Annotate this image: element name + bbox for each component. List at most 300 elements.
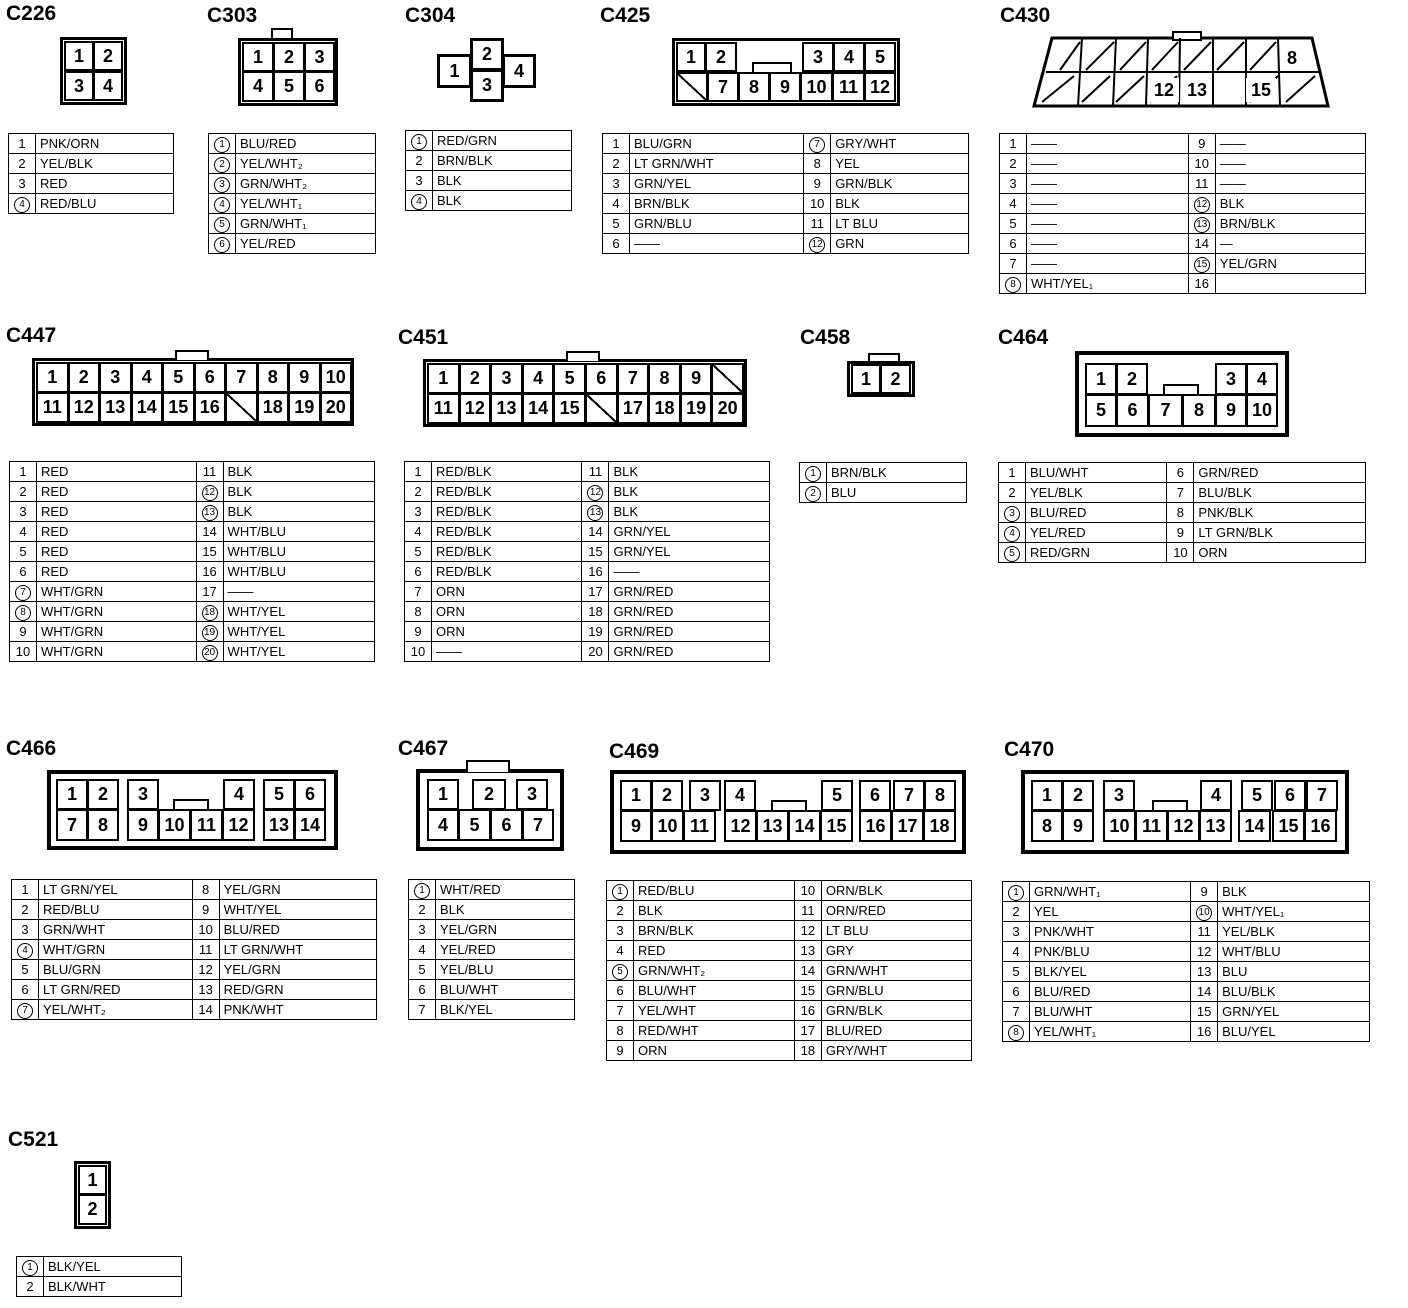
- table-row: [17, 1257, 182, 1277]
- wire-color: LT GRN/RED: [39, 980, 193, 1000]
- pin: 13: [756, 810, 789, 842]
- pin-number: 4: [1012, 943, 1020, 959]
- table-row: [12, 900, 377, 920]
- table-row: [406, 131, 572, 151]
- pin: 13: [1182, 78, 1212, 102]
- pin: 8: [1182, 394, 1216, 427]
- pin: 6: [294, 779, 326, 810]
- wire-color: BLU/WHT: [436, 980, 575, 1000]
- pin-number: 12: [1196, 943, 1212, 959]
- pin-number: 14: [588, 523, 603, 539]
- wire-color: BRN/BLK: [634, 921, 795, 941]
- table-row: [12, 920, 377, 940]
- connector-title: C521: [8, 1128, 59, 1151]
- table-row: [607, 1021, 972, 1041]
- pin-number: 1: [1008, 885, 1024, 901]
- pin: 17: [891, 810, 924, 842]
- wire-color: BLK: [1218, 882, 1370, 902]
- wire-color: BLK: [433, 191, 572, 211]
- pin: 16: [859, 810, 892, 842]
- pin-number: 20: [202, 645, 218, 661]
- pin: 2: [651, 780, 683, 811]
- pin: 1: [620, 780, 652, 811]
- table-row: [12, 1000, 377, 1020]
- pin-number: 1: [1009, 135, 1017, 151]
- wire-color: PNK/BLK: [1194, 503, 1366, 523]
- pin-number: 6: [414, 563, 422, 579]
- pin-number: 7: [1012, 1003, 1020, 1019]
- pin-table: [606, 880, 972, 1061]
- wire-color: BLU/WHT: [634, 981, 795, 1001]
- pin-table: [408, 879, 575, 1020]
- pin: 4: [242, 71, 274, 102]
- pin-number: 3: [414, 503, 422, 519]
- pin: 9: [769, 72, 801, 102]
- table-row: [607, 941, 972, 961]
- pin: 3: [99, 362, 132, 393]
- pin-number: 5: [214, 217, 230, 233]
- wire-color: YEL/BLK: [36, 154, 174, 174]
- pin-number: 11: [1197, 923, 1211, 939]
- pin-table: [602, 133, 969, 254]
- wire-color: YEL: [831, 154, 969, 174]
- pin-number: 11: [801, 902, 815, 918]
- pin: 11: [36, 392, 69, 423]
- wire-color: ORN: [432, 622, 582, 642]
- table-row: [406, 191, 572, 211]
- pin-number: 10: [15, 643, 31, 659]
- wire-color: GRN/BLU: [630, 214, 804, 234]
- pin: 2: [273, 42, 305, 72]
- wire-color: GRN/WHT₁: [236, 214, 376, 234]
- pin-number: 5: [1004, 546, 1020, 562]
- wire-color: ——: [1027, 214, 1189, 234]
- wire-color: BLU/RED: [821, 1021, 971, 1041]
- pin: 13: [490, 393, 523, 424]
- table-row: [1000, 234, 1366, 254]
- wire-color: BLU/RED: [219, 920, 376, 940]
- pin-number: 19: [202, 625, 218, 641]
- pin: 1: [427, 779, 459, 810]
- wire-color: YEL/WHT₁: [236, 194, 376, 214]
- pin: 5: [1241, 780, 1273, 811]
- pin: 6: [490, 809, 523, 841]
- pin-table: [405, 130, 572, 211]
- pin-number: 12: [587, 485, 603, 501]
- pin: 18: [648, 393, 681, 424]
- pin-number: 18: [202, 605, 218, 621]
- wire-color: GRN/WHT: [821, 961, 971, 981]
- pin: 9: [1215, 394, 1247, 427]
- connector-title: C430: [1000, 4, 1051, 27]
- wire-color: RED/GRN: [219, 980, 376, 1000]
- pin-number: 7: [1009, 255, 1017, 271]
- table-row: [405, 482, 770, 502]
- table-row: [603, 214, 969, 234]
- pin-table: [16, 1256, 182, 1297]
- wire-color: GRY/WHT: [821, 1041, 971, 1061]
- wire-color: BLK: [634, 901, 795, 921]
- wire-color: YEL/GRN: [219, 960, 376, 980]
- pin-number: 5: [612, 964, 628, 980]
- wire-color: ORN/BLK: [821, 881, 971, 901]
- pin-number: 4: [14, 197, 30, 213]
- pin-number: 4: [612, 195, 620, 211]
- pin: 7: [56, 809, 88, 841]
- pin: 10: [158, 809, 191, 841]
- pin-number: 5: [418, 961, 426, 977]
- pin: 12: [724, 810, 757, 842]
- table-row: [12, 880, 377, 900]
- wire-color: RED: [36, 174, 174, 194]
- pin-number: 9: [1176, 524, 1185, 540]
- wire-color: RED/BLK: [432, 522, 582, 542]
- pin-number: 6: [19, 563, 27, 579]
- pin: 8: [924, 780, 956, 811]
- pin: 2: [1062, 780, 1094, 811]
- table-row: [10, 462, 375, 482]
- wire-color: WHT/BLU: [1218, 942, 1370, 962]
- pin: 9: [620, 810, 652, 842]
- connector-title: C470: [1004, 738, 1055, 761]
- pin-number: 3: [1012, 923, 1020, 939]
- table-row: [405, 462, 770, 482]
- wire-color: LT GRN/YEL: [39, 880, 193, 900]
- pin: 1: [437, 54, 472, 88]
- table-row: [999, 543, 1366, 563]
- wire-color: LT GRN/WHT: [630, 154, 804, 174]
- pin: 13: [1199, 810, 1232, 842]
- pin-number: 5: [1012, 963, 1020, 979]
- pin: 4: [724, 780, 756, 811]
- pin-number: 8: [15, 605, 31, 621]
- wire-color: YEL/GRN: [1215, 254, 1365, 274]
- pin: 2: [78, 1194, 107, 1225]
- wire-color: BLK: [223, 482, 374, 502]
- table-row: [10, 522, 375, 542]
- pin: 2: [470, 38, 504, 71]
- pin-number: 7: [809, 137, 825, 153]
- wire-color: ——: [630, 234, 804, 254]
- wire-color: RED/BLK: [432, 502, 582, 522]
- pin-number: 12: [809, 237, 825, 253]
- wire-color: PNK/WHT: [1030, 922, 1191, 942]
- pin-number: 5: [19, 543, 27, 559]
- connector-title: C304: [405, 4, 456, 27]
- pin-number: 13: [198, 981, 213, 997]
- pin-number: 18: [588, 603, 603, 619]
- wire-color: WHT/YEL₁: [1218, 902, 1370, 922]
- pin-number: 7: [15, 585, 31, 601]
- pin-number: 1: [612, 135, 620, 151]
- pin-number: 17: [202, 583, 217, 599]
- wire-color: GRN/WHT₁: [1030, 882, 1191, 902]
- wire-color: GRY/WHT: [831, 134, 969, 154]
- wire-color: PNK/ORN: [36, 134, 174, 154]
- pin-number: 6: [214, 237, 230, 253]
- pin: 4: [93, 71, 123, 101]
- table-row: [405, 622, 770, 642]
- pin-number: 12: [202, 485, 218, 501]
- pin: 18: [257, 392, 290, 423]
- connector-title: C464: [998, 326, 1049, 349]
- wire-color: BLK: [223, 462, 374, 482]
- table-row: [406, 171, 572, 191]
- table-row: [12, 980, 377, 1000]
- pin-number: 1: [214, 137, 230, 153]
- pin: 15: [1272, 810, 1305, 842]
- pin: 4: [522, 363, 555, 394]
- wire-color: WHT/RED: [436, 880, 575, 900]
- table-row: [1000, 174, 1366, 194]
- pin: 8: [257, 362, 290, 393]
- connector-title: C467: [398, 737, 449, 760]
- wire-color: BRN/BLK: [630, 194, 804, 214]
- pin-number: 2: [26, 1278, 34, 1294]
- table-row: [409, 880, 575, 900]
- pin-number: 8: [1005, 277, 1021, 293]
- wire-color: GRN/WHT: [39, 920, 193, 940]
- pin-number: 13: [800, 942, 816, 958]
- table-row: [607, 981, 972, 1001]
- pin-number: 10: [809, 195, 825, 211]
- pin: 3: [470, 69, 504, 102]
- pin-number: 17: [588, 583, 603, 599]
- pin-number: 2: [21, 901, 29, 917]
- wire-color: WHT/GRN: [37, 642, 197, 662]
- pin: 5: [821, 780, 853, 811]
- wire-color: RED/WHT: [634, 1021, 795, 1041]
- pin-number: 1: [414, 883, 430, 899]
- unused-cavity: [225, 392, 258, 423]
- table-row: [209, 194, 376, 214]
- pin-number: 2: [1012, 903, 1020, 919]
- pin: 2: [880, 364, 911, 394]
- wire-color: RED: [634, 941, 795, 961]
- pin: 7: [893, 780, 925, 811]
- table-row: [9, 154, 174, 174]
- wire-color: —: [1215, 234, 1365, 254]
- pin-number: 6: [616, 982, 624, 998]
- table-row: [10, 482, 375, 502]
- pin-number: 13: [1196, 963, 1212, 979]
- table-row: [209, 134, 376, 154]
- table-row: [10, 642, 375, 662]
- connector-latch: [1152, 800, 1188, 810]
- pin: 1: [242, 42, 274, 72]
- pin: 7: [225, 362, 258, 393]
- connector-title: C425: [600, 4, 651, 27]
- wire-color: BLK/YEL: [44, 1257, 182, 1277]
- pin-number: 7: [1176, 484, 1185, 500]
- pin: 10: [1103, 810, 1136, 842]
- table-row: [607, 1041, 972, 1061]
- pin-number: 10: [1196, 905, 1212, 921]
- pin: 4: [427, 809, 459, 841]
- wire-color: YEL/RED: [436, 940, 575, 960]
- table-row: [209, 214, 376, 234]
- pin: 11: [683, 810, 716, 842]
- pin-number: 5: [612, 215, 620, 231]
- table-row: [10, 562, 375, 582]
- wire-color: ORN: [432, 602, 582, 622]
- pin-number: 10: [198, 921, 213, 937]
- table-row: [9, 174, 174, 194]
- wire-color: WHT/YEL: [223, 622, 374, 642]
- pin-number: 13: [1194, 217, 1210, 233]
- pin-number: 6: [612, 235, 620, 251]
- table-row: [209, 154, 376, 174]
- pin: 5: [162, 362, 195, 393]
- pin-number: 4: [214, 197, 230, 213]
- pin: 10: [800, 72, 833, 102]
- pin-number: 4: [1004, 526, 1020, 542]
- pin-number: 1: [21, 881, 29, 897]
- pin-number: 15: [588, 543, 603, 559]
- pin-number: 16: [1194, 275, 1210, 291]
- pin: 5: [553, 363, 586, 394]
- wire-color: GRN: [831, 234, 969, 254]
- pin-table: [1002, 881, 1370, 1042]
- wire-color: BLK: [223, 502, 374, 522]
- table-row: [12, 940, 377, 960]
- wire-color: BLU/YEL: [1218, 1022, 1370, 1042]
- wire-color: BLK: [609, 462, 770, 482]
- pin: 16: [1304, 810, 1337, 842]
- wire-color: GRY: [821, 941, 971, 961]
- pin-number: 2: [19, 483, 27, 499]
- table-row: [409, 1000, 575, 1020]
- pin: 2: [472, 779, 506, 810]
- connector-latch: [771, 800, 807, 810]
- pin: 5: [458, 809, 491, 841]
- pin-number: 8: [1008, 1025, 1024, 1041]
- wire-color: BLK: [609, 502, 770, 522]
- pin: 6: [1274, 780, 1306, 811]
- wire-color: ——: [1027, 254, 1189, 274]
- pin-table: [208, 133, 376, 254]
- wire-color: WHT/YEL₁: [1027, 274, 1189, 294]
- pin-number: 11: [202, 463, 217, 479]
- pin-number: 3: [19, 503, 27, 519]
- pin-number: 2: [805, 486, 821, 502]
- obd-connector-face: [1030, 30, 1332, 110]
- pin-number: 1: [612, 884, 628, 900]
- wire-color: RED/BLU: [634, 881, 795, 901]
- wire-color: WHT/GRN: [37, 622, 197, 642]
- pin-number: 11: [198, 941, 213, 957]
- pin-number: 2: [214, 157, 230, 173]
- table-row: [607, 1001, 972, 1021]
- pin: 18: [923, 810, 956, 842]
- table-row: [409, 960, 575, 980]
- connector-title: C303: [207, 4, 258, 27]
- pin-number: 7: [616, 1002, 624, 1018]
- pin-number: 9: [813, 175, 821, 191]
- pin-number: 14: [198, 1001, 213, 1017]
- table-row: [603, 154, 969, 174]
- table-row: [409, 920, 575, 940]
- pin-number: 14: [1194, 235, 1210, 251]
- wire-color: RED/BLK: [432, 562, 582, 582]
- pin: 6: [304, 71, 335, 102]
- table-row: [607, 921, 972, 941]
- pin: 3: [802, 42, 834, 72]
- pin-number: 1: [19, 463, 27, 479]
- pin-number: 12: [198, 961, 213, 977]
- pin: 15: [1246, 78, 1276, 102]
- pin: 14: [522, 393, 555, 424]
- pin: 13: [263, 809, 295, 841]
- pin: 3: [490, 363, 523, 394]
- wire-color: BLK: [831, 194, 969, 214]
- pin-number: 4: [411, 194, 427, 210]
- wire-color: YEL/RED: [1026, 523, 1167, 543]
- pin-number: 5: [21, 961, 29, 977]
- pin: 1: [676, 42, 706, 72]
- pin-number: 3: [616, 922, 624, 938]
- pin-table: [799, 462, 967, 503]
- pin-table: [404, 461, 770, 662]
- wire-color: ——: [1027, 194, 1189, 214]
- pin-number: 6: [21, 981, 29, 997]
- pin: 9: [1062, 810, 1094, 842]
- wire-color: GRN/RED: [1194, 463, 1366, 483]
- table-row: [1003, 962, 1370, 982]
- pin-number: 1: [414, 463, 422, 479]
- wire-color: YEL/BLK: [1026, 483, 1167, 503]
- pin-number: 2: [612, 155, 620, 171]
- wire-color: WHT/BLU: [223, 562, 374, 582]
- wire-color: BLK: [609, 482, 770, 502]
- wire-color: BLU/RED: [1026, 503, 1167, 523]
- pin: 7: [522, 809, 554, 841]
- pin-table: [999, 133, 1366, 294]
- pin-number: 2: [418, 901, 426, 917]
- wire-color: GRN/YEL: [609, 522, 770, 542]
- wire-color: WHT/BLU: [223, 522, 374, 542]
- wire-color: YEL/WHT₁: [1030, 1022, 1191, 1042]
- pin-number: 15: [202, 543, 217, 559]
- wire-color: GRN/RED: [609, 622, 770, 642]
- wire-color: BLU/GRN: [39, 960, 193, 980]
- pin: 15: [553, 393, 586, 424]
- wire-color: BLK/YEL: [1030, 962, 1191, 982]
- pin: 1: [1085, 363, 1117, 395]
- pin-number: 4: [1009, 195, 1017, 211]
- wire-color: BLU/WHT: [1030, 1002, 1191, 1022]
- wire-color: BLK: [1215, 194, 1365, 214]
- table-row: [603, 134, 969, 154]
- wire-color: GRN/RED: [609, 582, 770, 602]
- pin: 5: [864, 42, 896, 72]
- connector-title: C447: [6, 324, 57, 347]
- table-row: [603, 174, 969, 194]
- pin-number: 1: [411, 134, 427, 150]
- pin: 10: [1246, 394, 1278, 427]
- pin-number: 15: [1196, 1003, 1212, 1019]
- table-row: [603, 194, 969, 214]
- wire-color: RED: [37, 502, 197, 522]
- pin-number: 1: [18, 135, 26, 151]
- connector-latch: [566, 351, 600, 361]
- connector-title: C458: [800, 326, 851, 349]
- wire-color: WHT/GRN: [39, 940, 193, 960]
- wire-color: YEL/RED: [236, 234, 376, 254]
- connector-title: C226: [6, 2, 57, 25]
- table-row: [800, 483, 967, 503]
- table-row: [999, 503, 1366, 523]
